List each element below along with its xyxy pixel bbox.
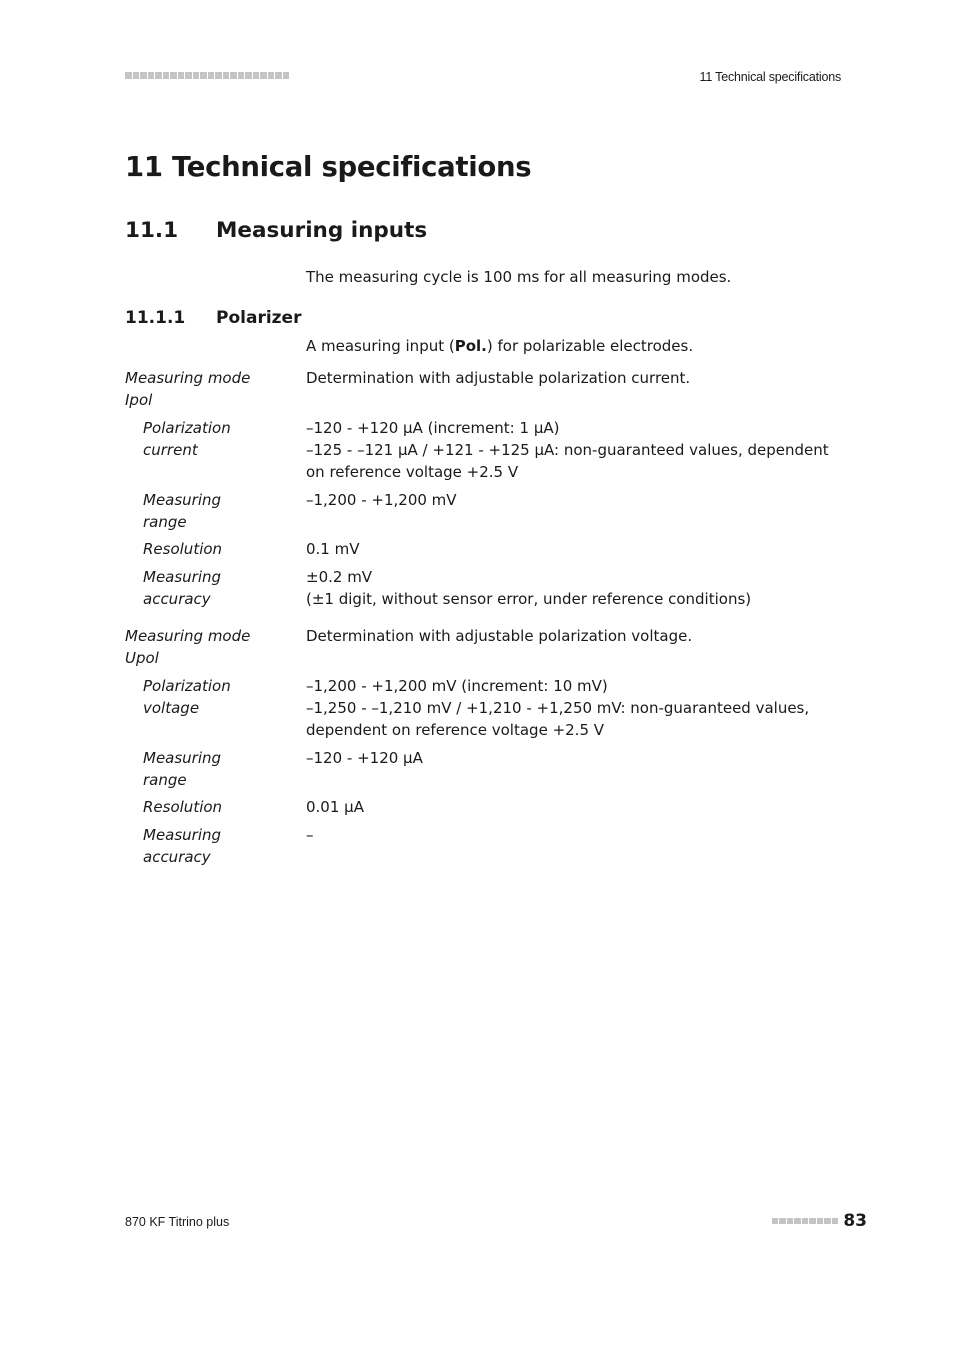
running-header: 11 Technical specifications <box>699 70 841 84</box>
ipol-accuracy-label-line1: Measuring <box>143 568 222 586</box>
upol-voltage-value-line2: –1,250 - –1,210 mV / +1,210 - +1,250 mV: non-guaranteed values, <box>306 699 810 717</box>
upol-accuracy-label-line1: Measuring <box>143 826 222 844</box>
ipol-accuracy-label <box>143 566 283 610</box>
footer-decoration <box>772 1218 839 1225</box>
upol-label-line1: Measuring mode <box>125 627 251 645</box>
chapter-title: 11 Technical specifications <box>125 151 532 183</box>
upol-resolution-label: Resolution <box>143 798 223 816</box>
upol-accuracy-label-line2: accuracy <box>143 848 211 866</box>
footer-page <box>772 1211 867 1231</box>
polarizer-intro-bold: Pol. <box>454 337 487 355</box>
upol-voltage-value-line1: –1,200 - +1,200 mV (increment: 10 mV) <box>306 677 608 695</box>
ipol-accuracy-label-line2: accuracy <box>143 590 211 608</box>
section-title: Measuring inputs <box>216 218 428 243</box>
ipol-current-label-line1: Polarization <box>143 419 231 437</box>
ipol-resolution-label: Resolution <box>143 540 223 558</box>
section-number: 11.1 <box>125 218 179 243</box>
ipol-range-label-line2: range <box>143 513 187 531</box>
header-decoration <box>125 72 289 79</box>
upol-range-label-line1: Measuring <box>143 749 222 767</box>
upol-voltage-label <box>143 675 283 719</box>
ipol-current-value-line2: –125 - –121 µA / +121 - +125 µA: non-guaranteed values, dependent <box>306 441 829 459</box>
subsection-number: 11.1.1 <box>125 308 186 328</box>
upol-label-line2: Upol <box>125 649 159 667</box>
ipol-current-label-line2: current <box>143 441 198 459</box>
ipol-current-value-line3: on reference voltage +2.5 V <box>306 463 519 481</box>
ipol-range-label-line1: Measuring <box>143 491 222 509</box>
ipol-current-value-line1: –120 - +120 µA (increment: 1 µA) <box>306 419 560 437</box>
intro-text: The measuring cycle is 100 ms for all measuring modes. <box>306 268 732 286</box>
ipol-accuracy-value-line2: (±1 digit, without sensor error, under reference conditions) <box>306 590 752 608</box>
ipol-accuracy-value-line1: ±0.2 mV <box>306 568 373 586</box>
ipol-resolution-value: 0.1 mV <box>306 540 360 558</box>
upol-accuracy-label <box>143 824 283 868</box>
ipol-current-value <box>306 417 829 483</box>
polarizer-intro-post: ) for polarizable electrodes. <box>486 337 694 355</box>
ipol-description: Determination with adjustable polarization current. <box>306 369 691 387</box>
subsection-title: Polarizer <box>216 308 302 328</box>
ipol-range-label <box>143 489 283 533</box>
upol-voltage-label-line2: voltage <box>143 699 200 717</box>
footer-product: 870 KF Titrino plus <box>125 1215 230 1229</box>
upol-label <box>125 625 290 669</box>
ipol-label <box>125 367 290 411</box>
section-heading <box>125 218 427 243</box>
ipol-label-line2: Ipol <box>125 391 153 409</box>
upol-range-label-line2: range <box>143 771 187 789</box>
subsection-heading <box>125 308 301 328</box>
ipol-label-line1: Measuring mode <box>125 369 251 387</box>
upol-resolution-value: 0.01 µA <box>306 798 364 816</box>
upol-voltage-value <box>306 675 826 741</box>
upol-accuracy-value: – <box>306 826 314 844</box>
ipol-accuracy-value <box>306 566 826 610</box>
upol-description: Determination with adjustable polarization voltage. <box>306 627 693 645</box>
upol-range-value: –120 - +120 µA <box>306 749 423 767</box>
polarizer-intro <box>306 335 693 357</box>
upol-range-label <box>143 747 283 791</box>
ipol-range-value: –1,200 - +1,200 mV <box>306 491 457 509</box>
upol-voltage-value-line3: dependent on reference voltage +2.5 V <box>306 721 605 739</box>
polarizer-intro-pre: A measuring input ( <box>306 337 455 355</box>
ipol-current-label <box>143 417 283 461</box>
upol-voltage-label-line1: Polarization <box>143 677 231 695</box>
page-number: 83 <box>843 1211 867 1231</box>
